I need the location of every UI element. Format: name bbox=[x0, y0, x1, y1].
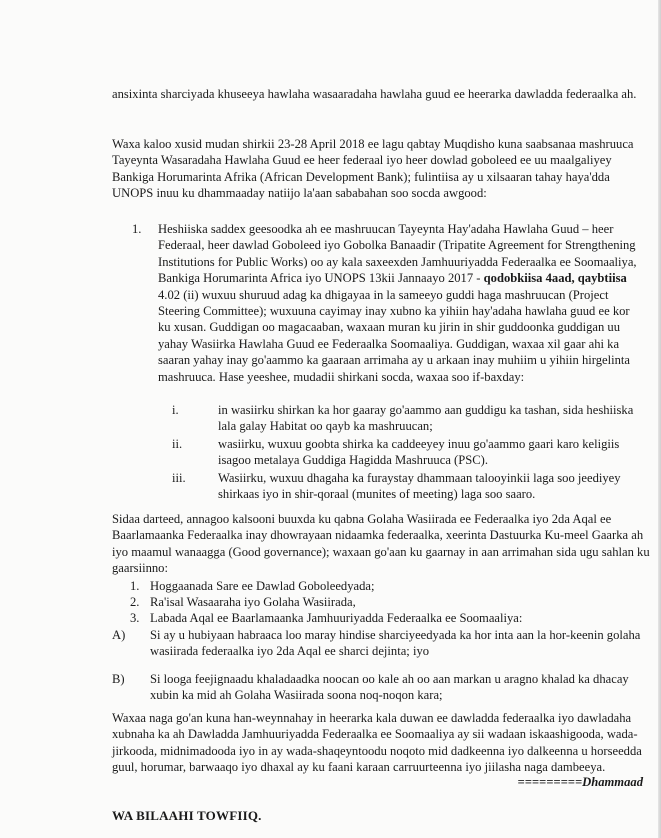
lettered-text: Si looga feejignaadu khaladaadka noocan oo kale ah oo aan markan u aragno khalad ka dhacay xubin ka mid ah Golaha Wasiirada soona noq-noqon kara; bbox=[150, 672, 629, 703]
recipient-text: Hoggaanada Sare ee Dawlad Goboleedyada; bbox=[150, 579, 375, 593]
recipient-marker: 2. bbox=[130, 595, 140, 609]
sign-off: =========Dhammaad bbox=[517, 775, 643, 789]
recipient-marker: 1. bbox=[130, 579, 140, 593]
sub-item-marker: ii. bbox=[172, 437, 183, 451]
closing-line: WA BILAAHI TOWFIIQ. bbox=[112, 808, 262, 823]
lettered-text: Si ay u hubiyaan habraaca loo maray hindise sharciyeedyada ka hor inta aan la hor-keenin golaha wasiirada federaalka iyo 2da Aqal ee sharci dejinta; iyo bbox=[150, 628, 641, 659]
lettered-marker: B) bbox=[112, 672, 125, 686]
sub-item-marker: i. bbox=[172, 403, 179, 417]
lettered-marker: A) bbox=[112, 628, 126, 642]
sub-item-text: Wasiirku, wuxuu dhagaha ka furaystay dhammaan talooyinkii laga soo jeediyey shirkaas iyo in shir-qoraal (munites of meeting) laga soo saaro. bbox=[218, 471, 621, 502]
item-1-text-bold: qodobkiisa 4aad, qaybtiisa bbox=[483, 271, 627, 286]
item-1-text bbox=[158, 221, 640, 385]
sub-item-marker: iii. bbox=[172, 471, 186, 485]
item-1-text-b: 4.02 (ii) wuxuu shuruud adag ka dhigayaa in la sameeyo guddi haga mashruucan (Project Steering Committee); wuxuuna cayimay inay xubno ka yihiin hay'adaha hawlaha guud ee kor ku xusan. Guddigan oo magacaaban, waxaan muran ku jirin in shir guddoonka guddigan uu yahay Wasiirka Hawlaha Guud ee Federaalka Soomaaliya. Guddigan, waxaa xil gaar ahi ka saaran yahay inay go'aammo ka gaaraan arrimaha ay u arkaan inay muhiim u yihiin hirgelinta mashruuca. Hase yeeshee, mudadii shirkani socda, waxaa soo if-baxday: bbox=[158, 287, 631, 384]
item-1-text-a: Heshiiska saddex geesoodka ah ee mashruucan Tayeynta Hay'adaha Hawlaha Guud – heer Federaal, heer dawlad Goboleed iyo Gobolka Banaadir (Tripatite Agreement for Strengthening Institutions for Public Works) oo ay kala saxeexden Jamhuuriyadda Federaalka ee Soomaaliya, Bankiga Horumarinta Africa iyo UNOPS 13kii Jannaayo 2017 - bbox=[158, 222, 637, 286]
paragraph-commitment: Waxaa naga go'an kuna han-weynnahay in heerarka kala duwan ee dawladda federaalka iyo dawladaha xubnaha ka ah Dawladda Jamhuuriyadda Federaalka ee Soomaaliya ay sii wadaan iskaashigooda, wada-jirkooda, midnimadooda iyo in ay wada-shaqeyntoodu noqoto mid dadkeenna iyo dalkeenna u horseedda guul, horumar, barwaaqo iyo dhaxal ay ku faani karaan carruurteenna iyo jiilasha naga dambeeya. bbox=[112, 711, 642, 775]
recipient-text: Labada Aqal ee Baarlamaanka Jamhuuriyadda Federaalka ee Soomaaliya: bbox=[150, 611, 523, 625]
intro-paragraph: ansixinta sharciyada khuseeya hawlaha wasaaradaha hawlaha guud ee heerarka dawladda federaalka ah. bbox=[112, 87, 637, 101]
item-marker: 1. bbox=[132, 222, 142, 236]
sub-item-text: in wasiirku shirkan ka hor gaaray go'aammo aan guddigu ka tashan, sida heshiiska lala galay Habitat oo qayb ka mashruucan; bbox=[218, 403, 634, 434]
recipient-text: Ra'isal Wasaaraha iyo Golaha Wasiirada, bbox=[150, 595, 356, 609]
paragraph-meeting: Waxa kaloo xusid mudan shirkii 23-28 April 2018 ee lagu qabtay Muqdisho kuna saabsanaa mashruuca Tayeynta Wasaradaha Hawlaha Guud ee heer federaal iyo heer dowlad goboleed ee uu maalgaliyey Bankiga Horumarinta Afrika (African Development Bank); fulintiisa ay u xilsaaran tahay haya'dda UNOPS inuu ku dhammaaday natiijo la'aan sababahan soo socda awgood: bbox=[112, 137, 634, 201]
paragraph-decision: Sidaa darteed, annagoo kalsooni buuxda ku qabna Golaha Wasiirada ee Federaalka iyo 2da Aqal ee Baarlamaanka Federaalka inay dhowrayaan nidaamka federaalka, xeerinta Dastuurka Ku-meel Gaarka ah iyo maamul wanaagga (Good governance); waxaan go'aan ku gaarnay in aan arrimahan sida ugu sahlan ku gaarsiinno: bbox=[112, 512, 650, 576]
sub-item-text: wasiirku, wuxuu goobta shirka ka caddeeyey inuu go'aammo gaari karo keligiis isagoo metalaya Guddiga Hagidda Mashruuca (PSC). bbox=[218, 437, 620, 468]
recipient-marker: 3. bbox=[130, 611, 140, 625]
